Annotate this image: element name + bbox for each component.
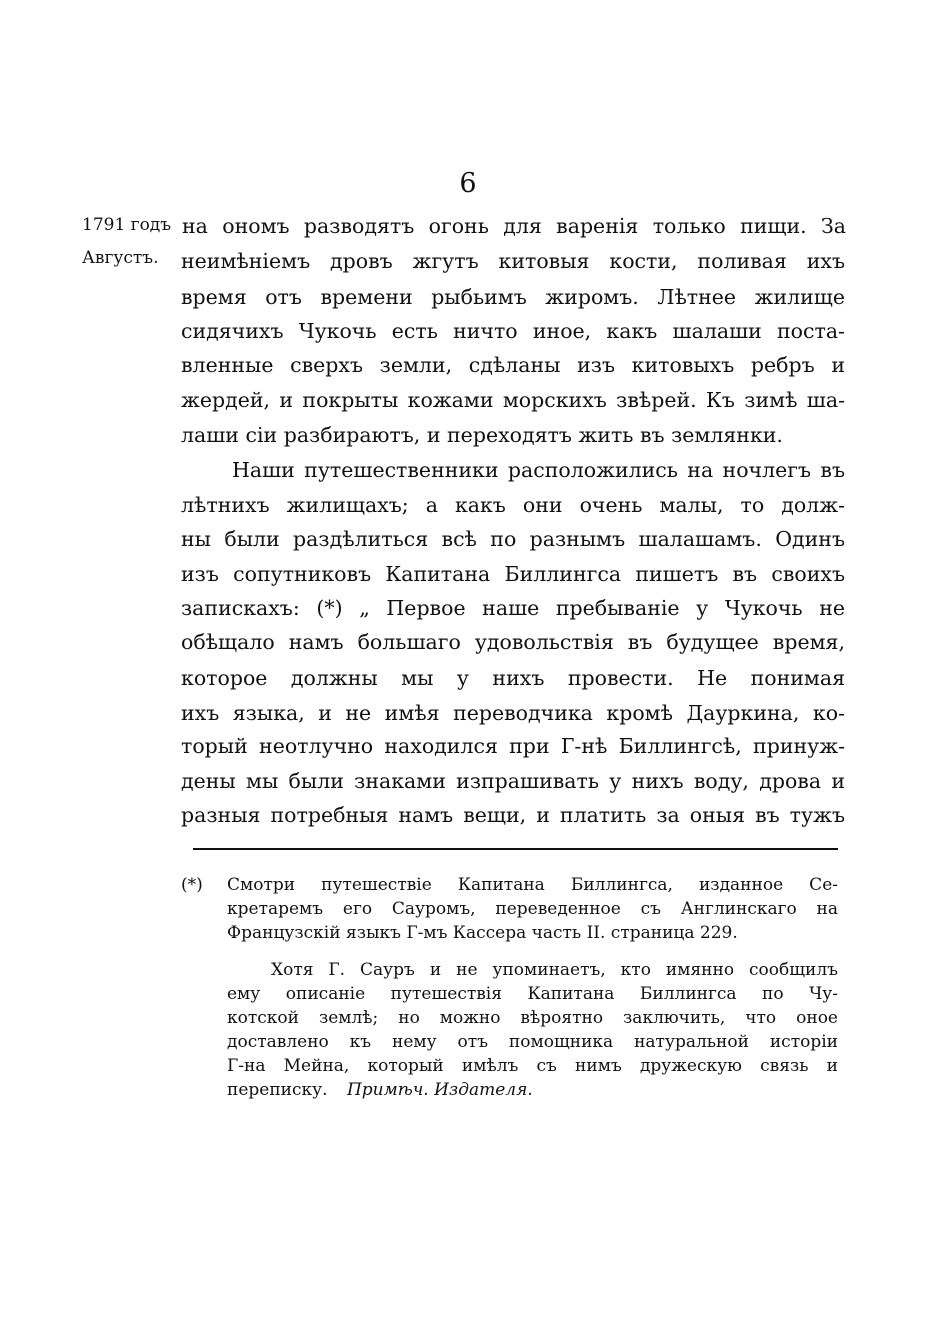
text-line: Наши путешественники расположились на ночлегъ въ — [232, 458, 845, 482]
footnote-last-text: переписку. — [227, 1080, 328, 1100]
text-line: торый неотлучно находился при Г-нѣ Биллингсѣ, принуж- — [181, 734, 845, 758]
text-line: время отъ времени рыбьимъ жиромъ. Лѣтнее жилище — [181, 285, 845, 309]
footnote-note-line: Хотя Г. Сауръ и не упоминаетъ, кто имянно сообщилъ — [271, 960, 838, 980]
text-line: дены мы были знаками изпрашивать у нихъ воду, дрова и — [181, 769, 845, 793]
footnote-mark: (*) — [181, 875, 203, 895]
text-line: ны были раздѣлиться всѣ по разнымъ шалашамъ. Одинъ — [181, 527, 845, 551]
footnote-note-line: котской землѣ; но можно вѣроятно заключить, что оное — [227, 1008, 838, 1028]
text-line: сидячихъ Чукочь есть ничто иное, какъ шалаши поста- — [181, 319, 845, 343]
text-line: обѣщало намъ большаго удовольствія въ будущее время, — [181, 630, 845, 654]
text-line: вленные сверхъ земли, сдѣланы изъ китовыхъ ребръ и — [181, 353, 845, 377]
footnote-rule — [193, 848, 838, 850]
text-line: неимѣніемъ дровъ жгутъ китовыя кости, поливая ихъ — [181, 249, 845, 273]
footnote-note-line: доставлено къ нему отъ помощника натуральной исторіи — [227, 1032, 838, 1052]
footnote-signature: Примѣч. Издателя. — [346, 1080, 533, 1100]
margin-note-month: Августъ. — [82, 248, 159, 268]
text-line: на ономъ разводятъ огонь для варенія только пищи. За — [182, 214, 846, 238]
text-line: изъ сопутниковъ Капитана Биллингса пишетъ въ своихъ — [181, 562, 845, 586]
margin-note-year: 1791 годъ — [82, 215, 172, 235]
footnote-line: Смотри путешествіе Капитана Биллингса, изданное Се- — [227, 875, 838, 895]
footnote-note-line: ему описаніе путешествія Капитана Биллингса по Чу- — [227, 984, 838, 1004]
text-line: запискахъ: (*) „ Первое наше пребываніе у Чукочь не — [181, 596, 845, 620]
page-number: 6 — [459, 168, 477, 199]
text-line: разныя потребныя намъ вещи, и платить за оныя въ тужъ — [181, 803, 845, 827]
text-line: лаши сіи разбираютъ, и переходятъ жить въ землянки. — [181, 423, 783, 447]
footnote-note-line: Г-на Мейна, который имѣлъ съ нимъ дружескую связь и — [227, 1056, 838, 1076]
footnote-line: Французскій языкъ Г-мъ Кассера часть II. страница 229. — [227, 923, 738, 943]
footnote-line: кретаремъ его Сауромъ, переведенное съ Англинскаго на — [227, 899, 838, 919]
footnote-last-line — [227, 1080, 838, 1100]
text-line: которое должны мы у нихъ провести. Не понимая — [181, 666, 845, 690]
text-line: жердей, и покрыты кожами морскихъ звѣрей. Къ зимѣ ша- — [181, 388, 845, 412]
text-line: лѣтнихъ жилищахъ; а какъ они очень малы, то долж- — [181, 493, 845, 517]
text-line: ихъ языка, и не имѣя переводчика кромѣ Дауркина, ко- — [181, 701, 845, 725]
